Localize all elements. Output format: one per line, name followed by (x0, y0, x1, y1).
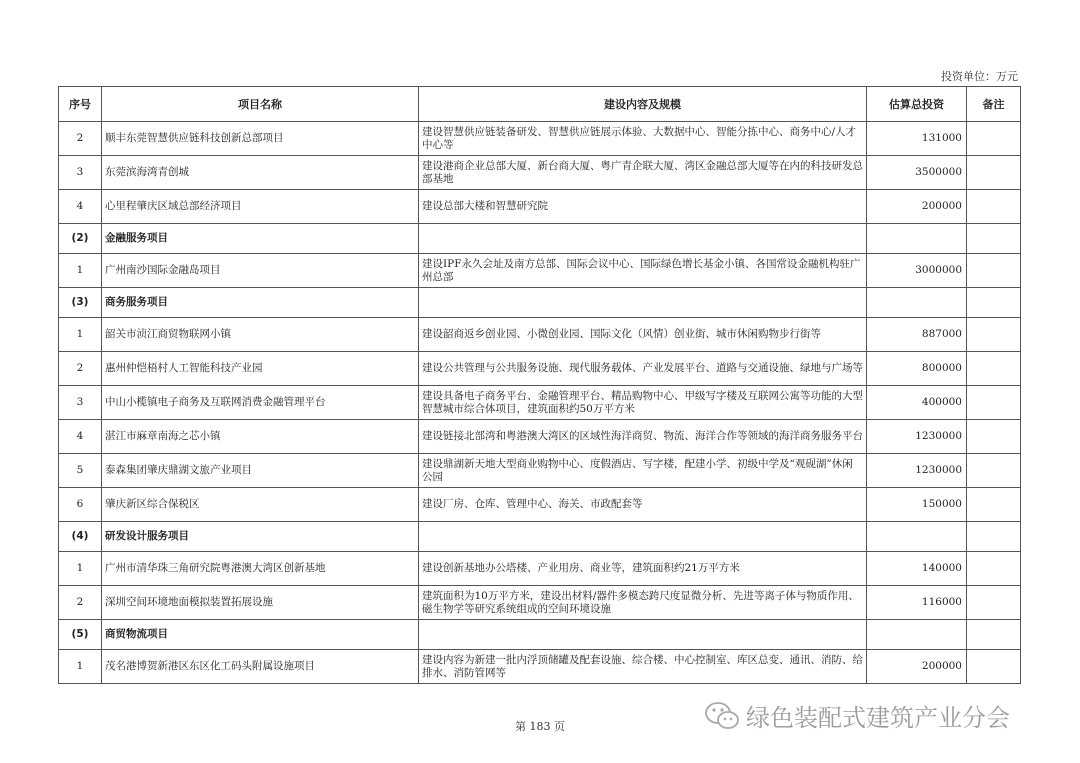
cell-no: 4 (59, 420, 102, 454)
table-row (59, 650, 1021, 684)
cell-no: 1 (59, 552, 102, 586)
table-header-row (59, 87, 1021, 122)
cell-name: 惠州仲恺梧村人工智能科技产业园 (102, 352, 419, 386)
cell-name: 广州南沙国际金融岛项目 (102, 254, 419, 288)
table-row (59, 156, 1021, 190)
cell-remark (967, 522, 1021, 552)
section-row (59, 288, 1021, 318)
cell-no: 5 (59, 454, 102, 488)
cell-name: 商务服务项目 (102, 288, 419, 318)
cell-content: 建筑面积为10万平方米，建设出材料/器件多模态跨尺度显微分析、先进等离子体与物质作用、磁生物学等研究系统组成的空间环境设施 (419, 586, 867, 620)
table-row (59, 454, 1021, 488)
cell-investment (867, 224, 967, 254)
table-row (59, 586, 1021, 620)
cell-no: (2) (59, 224, 102, 254)
section-row (59, 224, 1021, 254)
cell-remark (967, 620, 1021, 650)
table-row (59, 318, 1021, 352)
cell-remark (967, 488, 1021, 522)
cell-name: 广州市清华珠三角研究院粤港澳大湾区创新基地 (102, 552, 419, 586)
header-no: 序号 (59, 87, 102, 122)
cell-investment: 3000000 (867, 254, 967, 288)
table-row (59, 190, 1021, 224)
cell-no: 2 (59, 586, 102, 620)
cell-investment: 200000 (867, 190, 967, 224)
cell-investment (867, 522, 967, 552)
investment-unit-label: 投资单位：万元 (941, 70, 1018, 83)
cell-investment: 131000 (867, 122, 967, 156)
section-row (59, 620, 1021, 650)
cell-remark (967, 318, 1021, 352)
cell-investment: 140000 (867, 552, 967, 586)
table-row (59, 352, 1021, 386)
cell-investment (867, 620, 967, 650)
table-row (59, 488, 1021, 522)
table-body (59, 122, 1021, 684)
project-table (58, 86, 1021, 684)
wechat-icon (704, 701, 740, 731)
cell-content: 建设具备电子商务平台、金融管理平台、精品购物中心、甲级写字楼及互联网公寓等功能的大型智慧城市综合体项目，建筑面积约50万平方米 (419, 386, 867, 420)
table-row (59, 420, 1021, 454)
header-investment: 估算总投资 (867, 87, 967, 122)
cell-no: (3) (59, 288, 102, 318)
cell-remark (967, 352, 1021, 386)
table-row (59, 386, 1021, 420)
header-content: 建设内容及规模 (419, 87, 867, 122)
table-row (59, 254, 1021, 288)
cell-investment: 800000 (867, 352, 967, 386)
table-row (59, 552, 1021, 586)
cell-name: 湛江市麻章南海之芯小镇 (102, 420, 419, 454)
cell-content: 建设创新基地办公塔楼、产业用房、商业等，建筑面积约21万平方米 (419, 552, 867, 586)
cell-no: 4 (59, 190, 102, 224)
cell-no: 2 (59, 352, 102, 386)
cell-content (419, 224, 867, 254)
cell-name: 肇庆新区综合保税区 (102, 488, 419, 522)
cell-no: 3 (59, 156, 102, 190)
cell-name: 韶关市浈江商贸物联网小镇 (102, 318, 419, 352)
cell-no: 3 (59, 386, 102, 420)
cell-content: 建设厂房、仓库、管理中心、海关、市政配套等 (419, 488, 867, 522)
cell-content: 建设内容为新建一批内浮顶储罐及配套设施、综合楼、中心控制室、库区总变、通讯、消防、给排水、消防管网等 (419, 650, 867, 684)
cell-content: 建设港商企业总部大厦、新台商大厦、粤广青企联大厦、湾区金融总部大厦等在内的科技研发总部基地 (419, 156, 867, 190)
cell-content: 建设韶商返乡创业园、小微创业园、国际文化（风情）创业街、城市休闲购物步行街等 (419, 318, 867, 352)
cell-name: 东莞滨海湾青创城 (102, 156, 419, 190)
header-name: 项目名称 (102, 87, 419, 122)
cell-remark (967, 190, 1021, 224)
cell-no: (4) (59, 522, 102, 552)
cell-content: 建设鼎湖新天地大型商业购物中心、度假酒店、写字楼，配建小学、初级中学及“观砚湖”休闲公园 (419, 454, 867, 488)
cell-no: 1 (59, 650, 102, 684)
page-number: 第 183 页 (515, 720, 565, 733)
cell-content (419, 288, 867, 318)
cell-name: 茂名港博贺新港区东区化工码头附属设施项目 (102, 650, 419, 684)
header-remark: 备注 (967, 87, 1021, 122)
cell-remark (967, 122, 1021, 156)
cell-no: 2 (59, 122, 102, 156)
cell-name: 心里程肇庆区域总部经济项目 (102, 190, 419, 224)
cell-remark (967, 650, 1021, 684)
cell-investment: 887000 (867, 318, 967, 352)
cell-name: 研发设计服务项目 (102, 522, 419, 552)
cell-name: 商贸物流项目 (102, 620, 419, 650)
cell-name: 顺丰东莞智慧供应链科技创新总部项目 (102, 122, 419, 156)
cell-remark (967, 552, 1021, 586)
cell-content: 建设智慧供应链装备研发、智慧供应链展示体验、大数据中心、智能分拣中心、商务中心/人才中心等 (419, 122, 867, 156)
cell-no: 1 (59, 254, 102, 288)
cell-investment: 116000 (867, 586, 967, 620)
cell-investment: 1230000 (867, 420, 967, 454)
cell-remark (967, 420, 1021, 454)
cell-investment: 1230000 (867, 454, 967, 488)
cell-remark (967, 254, 1021, 288)
cell-investment: 200000 (867, 650, 967, 684)
cell-name: 泰森集团肇庆鼎湖文旅产业项目 (102, 454, 419, 488)
cell-remark (967, 586, 1021, 620)
cell-remark (967, 288, 1021, 318)
cell-content (419, 522, 867, 552)
watermark (704, 698, 1010, 733)
cell-name: 金融服务项目 (102, 224, 419, 254)
cell-content (419, 620, 867, 650)
cell-no: 6 (59, 488, 102, 522)
cell-remark (967, 386, 1021, 420)
watermark-text: 绿色装配式建筑产业分会 (746, 704, 1010, 732)
cell-name: 深圳空间环境地面模拟装置拓展设施 (102, 586, 419, 620)
cell-remark (967, 156, 1021, 190)
cell-content: 建设链接北部湾和粤港澳大湾区的区域性海洋商贸、物流、海洋合作等领域的海洋商务服务平台 (419, 420, 867, 454)
cell-investment: 3500000 (867, 156, 967, 190)
cell-remark (967, 454, 1021, 488)
cell-investment: 150000 (867, 488, 967, 522)
table-row (59, 122, 1021, 156)
cell-content: 建设总部大楼和智慧研究院 (419, 190, 867, 224)
cell-investment (867, 288, 967, 318)
section-row (59, 522, 1021, 552)
cell-no: (5) (59, 620, 102, 650)
cell-content: 建设IPF永久会址及南方总部、国际会议中心、国际绿色增长基金小镇、各国常设金融机构驻广州总部 (419, 254, 867, 288)
cell-remark (967, 224, 1021, 254)
cell-no: 1 (59, 318, 102, 352)
cell-investment: 400000 (867, 386, 967, 420)
cell-name: 中山小榄镇电子商务及互联网消费金融管理平台 (102, 386, 419, 420)
cell-content: 建设公共管理与公共服务设施、现代服务载体、产业发展平台、道路与交通设施、绿地与广场等 (419, 352, 867, 386)
